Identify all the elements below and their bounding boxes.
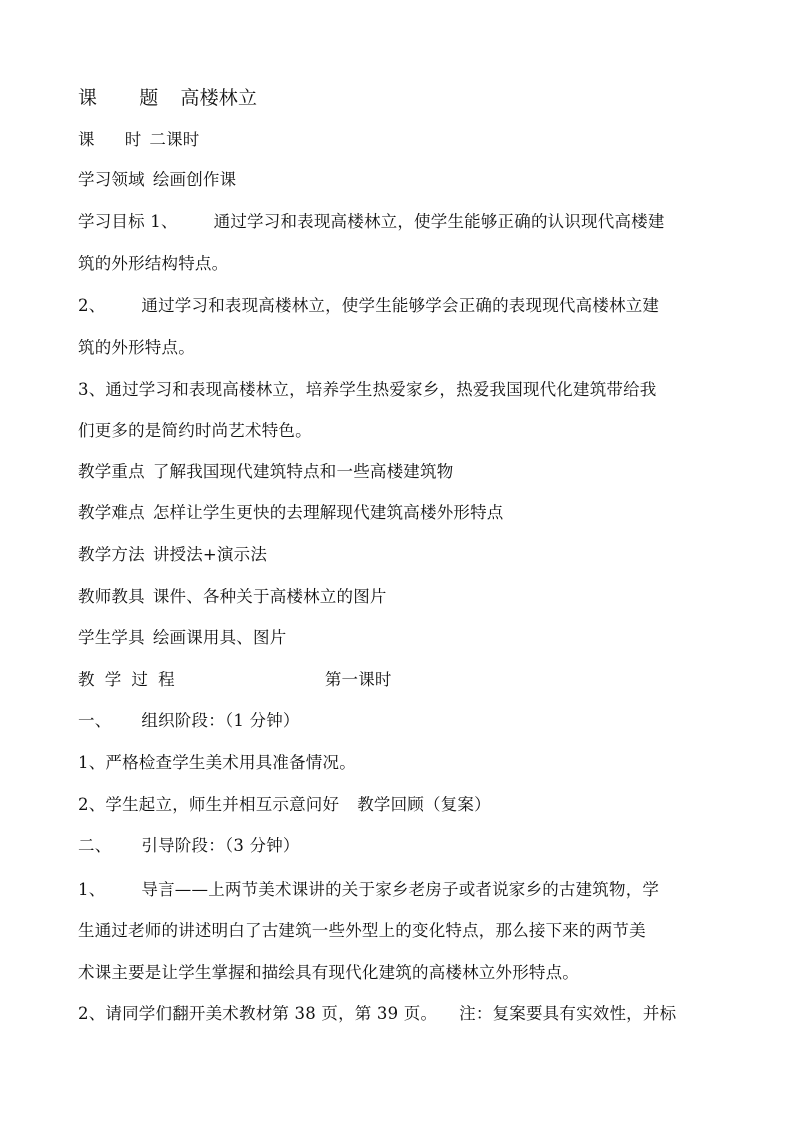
teaching-method-row (78, 545, 267, 565)
teacher-tools-label: 教师教具 (78, 587, 145, 606)
learning-field-row (78, 170, 236, 190)
teaching-difficulty-row (78, 503, 504, 523)
section-2-item-1-text-3: 术课主要是让学生掌握和描绘具有现代化建筑的高楼林立外形特点。 (78, 963, 579, 982)
goal-3-text-1: 3、通过学习和表现高楼林立，培养学生热爱家乡，热爱我国现代化建筑带给我 (78, 380, 657, 399)
lesson-title: 高楼林立 (180, 87, 258, 109)
goal-1-text-1: 通过学习和表现高楼林立，使学生能够正确的认识现代高楼建 (213, 212, 665, 231)
student-tools-value: 绘画课用具、图片 (152, 628, 287, 647)
goal-2-number: 2、 (78, 296, 106, 315)
learning-goal-2-line-2 (78, 338, 195, 358)
goal-3-text-2: 们更多的是简约时尚艺术特色。 (78, 421, 312, 440)
section-2-heading (78, 836, 300, 856)
section-1-number: 一、 (78, 711, 112, 730)
section-2-item-1-number: 1、 (78, 880, 106, 899)
process-char-2: 学 (104, 670, 122, 689)
section-2-number: 二、 (78, 836, 112, 855)
section-2-item-2-note: 注：复案要具有实效性，并标 (459, 1004, 677, 1023)
section-2-item-1-line-3 (78, 963, 579, 983)
field-label: 学习领域 (78, 170, 145, 189)
learning-goal-1-line-1 (78, 212, 665, 232)
method-value: 讲授法+演示法 (152, 545, 268, 564)
lesson-hours: 二课时 (149, 130, 200, 149)
section-2-item-1-line-2 (78, 921, 646, 941)
process-char-4: 程 (158, 670, 175, 689)
learning-goal-1-line-2 (78, 254, 228, 274)
section-1-item-2-text: 2、学生起立，师生并相互示意问好 (78, 795, 340, 814)
section-2-item-1-text-1: 导言——上两节美术课讲的关于家乡老房子或者说家乡的古建筑物，学 (141, 880, 660, 899)
first-lesson-heading: 第一课时 (324, 670, 392, 689)
method-label: 教学方法 (78, 545, 145, 564)
teaching-process-row (78, 670, 392, 690)
title-label-char-2: 题 (139, 87, 159, 109)
title-label-char-1: 课 (78, 87, 98, 109)
section-2-item-1-text-2: 生通过老师的讲述明白了古建筑一些外型上的变化特点，那么接下来的两节美 (78, 921, 646, 940)
student-tools-label: 学生学具 (78, 628, 145, 647)
lesson-title-row (78, 86, 257, 110)
learning-goal-3-line-1 (78, 380, 657, 400)
teaching-focus-row (78, 462, 453, 482)
difficulty-value: 怎样让学生更快的去理解现代建筑高楼外形特点 (152, 503, 504, 522)
goal-label: 学习目标 1、 (78, 212, 178, 231)
field-value: 绘画创作课 (152, 170, 237, 189)
lesson-hours-row (78, 130, 200, 150)
goal-1-text-2: 筑的外形结构特点。 (78, 254, 229, 273)
goal-2-text-1: 通过学习和表现高楼林立，使学生能够学会正确的表现现代高楼林立建 (141, 296, 660, 315)
hours-label-char-1: 课 (78, 130, 95, 149)
teacher-tools-row (78, 587, 387, 607)
section-1-heading (78, 711, 300, 731)
learning-goal-3-line-2 (78, 421, 312, 441)
section-2-item-1-line-1 (78, 880, 659, 900)
learning-goal-2-line-1 (78, 296, 659, 316)
hours-label-char-2: 时 (124, 130, 142, 149)
section-1-title: 组织阶段：（1 分钟） (141, 711, 300, 730)
difficulty-label: 教学难点 (78, 503, 145, 522)
review-note: 教学回顾（复案） (357, 795, 491, 814)
focus-value: 了解我国现代建筑特点和一些高楼建筑物 (152, 462, 454, 481)
goal-2-text-2: 筑的外形特点。 (78, 338, 195, 357)
focus-label: 教学重点 (78, 462, 145, 481)
student-tools-row (78, 628, 286, 648)
teacher-tools-value: 课件、各种关于高楼林立的图片 (152, 587, 387, 606)
section-2-title: 引导阶段：（3 分钟） (141, 836, 300, 855)
process-char-1: 教 (78, 670, 95, 689)
section-1-item-1-text: 1、严格检查学生美术用具准备情况。 (78, 753, 356, 772)
section-1-item-1 (78, 753, 356, 773)
section-1-item-2 (78, 795, 491, 815)
section-2-item-2 (78, 1004, 676, 1024)
section-2-item-2-text: 2、请同学们翻开美术教材第 38 页，第 39 页。 (78, 1004, 438, 1023)
process-char-3: 过 (131, 670, 149, 689)
